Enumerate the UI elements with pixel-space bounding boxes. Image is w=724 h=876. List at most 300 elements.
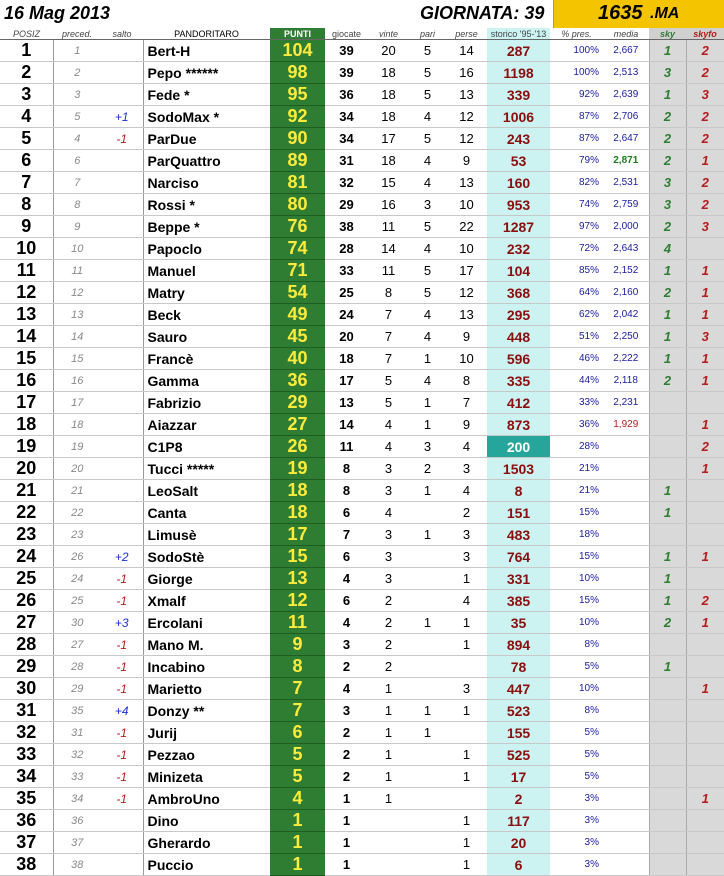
row-won: 17 bbox=[368, 128, 409, 150]
row-historic-score: 8 bbox=[487, 480, 550, 502]
row-position: 36 bbox=[0, 810, 53, 832]
table-row bbox=[0, 656, 724, 678]
row-jump: -1 bbox=[101, 128, 143, 150]
table-row bbox=[0, 282, 724, 304]
row-average bbox=[603, 744, 649, 766]
row-presence-percent: 10% bbox=[550, 612, 603, 634]
row-historic-score: 448 bbox=[487, 326, 550, 348]
row-drawn bbox=[409, 832, 446, 854]
row-average: 2,231 bbox=[603, 392, 649, 414]
row-player-name: ParDue bbox=[143, 128, 270, 150]
row-played: 36 bbox=[325, 84, 368, 106]
row-points: 49 bbox=[270, 304, 325, 326]
row-played: 17 bbox=[325, 370, 368, 392]
row-position: 29 bbox=[0, 656, 53, 678]
row-drawn: 5 bbox=[409, 282, 446, 304]
row-sky: 1 bbox=[649, 590, 686, 612]
row-played: 4 bbox=[325, 568, 368, 590]
row-previous-position: 4 bbox=[53, 128, 101, 150]
row-drawn: 4 bbox=[409, 370, 446, 392]
row-drawn: 5 bbox=[409, 128, 446, 150]
row-presence-percent: 36% bbox=[550, 414, 603, 436]
row-points: 13 bbox=[270, 568, 325, 590]
row-played: 34 bbox=[325, 128, 368, 150]
row-jump bbox=[101, 150, 143, 172]
row-player-name: AmbroUno bbox=[143, 788, 270, 810]
row-presence-percent: 97% bbox=[550, 216, 603, 238]
row-lost: 1 bbox=[446, 700, 487, 722]
row-average: 2,152 bbox=[603, 260, 649, 282]
standings-table bbox=[0, 28, 724, 876]
table-row bbox=[0, 194, 724, 216]
row-drawn bbox=[409, 590, 446, 612]
row-position: 19 bbox=[0, 436, 53, 458]
row-skyfo: 2 bbox=[686, 62, 724, 84]
row-previous-position: 37 bbox=[53, 832, 101, 854]
row-jump: -1 bbox=[101, 766, 143, 788]
row-player-name: Rossi * bbox=[143, 194, 270, 216]
table-row bbox=[0, 436, 724, 458]
table-row bbox=[0, 524, 724, 546]
row-points: 7 bbox=[270, 678, 325, 700]
row-historic-score: 232 bbox=[487, 238, 550, 260]
row-skyfo bbox=[686, 480, 724, 502]
row-played: 2 bbox=[325, 722, 368, 744]
row-jump: +4 bbox=[101, 700, 143, 722]
row-previous-position: 29 bbox=[53, 678, 101, 700]
row-player-name: Pezzao bbox=[143, 744, 270, 766]
row-player-name: Xmalf bbox=[143, 590, 270, 612]
row-drawn: 3 bbox=[409, 436, 446, 458]
row-average bbox=[603, 546, 649, 568]
row-drawn: 1 bbox=[409, 524, 446, 546]
row-position: 30 bbox=[0, 678, 53, 700]
row-points: 89 bbox=[270, 150, 325, 172]
row-points: 36 bbox=[270, 370, 325, 392]
row-lost: 1 bbox=[446, 832, 487, 854]
row-lost: 3 bbox=[446, 524, 487, 546]
row-won: 2 bbox=[368, 656, 409, 678]
row-lost: 12 bbox=[446, 282, 487, 304]
row-player-name: Aiazzar bbox=[143, 414, 270, 436]
row-average bbox=[603, 766, 649, 788]
row-historic-score: 117 bbox=[487, 810, 550, 832]
row-skyfo: 2 bbox=[686, 590, 724, 612]
row-historic-score: 368 bbox=[487, 282, 550, 304]
row-previous-position: 34 bbox=[53, 788, 101, 810]
row-jump bbox=[101, 524, 143, 546]
row-points: 76 bbox=[270, 216, 325, 238]
row-position: 6 bbox=[0, 150, 53, 172]
row-average: 1,929 bbox=[603, 414, 649, 436]
row-position: 26 bbox=[0, 590, 53, 612]
row-previous-position: 9 bbox=[53, 216, 101, 238]
row-won: 1 bbox=[368, 700, 409, 722]
row-previous-position: 1 bbox=[53, 40, 101, 62]
row-player-name: ParQuattro bbox=[143, 150, 270, 172]
row-skyfo: 1 bbox=[686, 788, 724, 810]
row-won: 1 bbox=[368, 766, 409, 788]
row-presence-percent: 3% bbox=[550, 854, 603, 876]
row-skyfo bbox=[686, 634, 724, 656]
row-average: 2,513 bbox=[603, 62, 649, 84]
row-position: 32 bbox=[0, 722, 53, 744]
row-skyfo bbox=[686, 502, 724, 524]
row-previous-position: 32 bbox=[53, 744, 101, 766]
row-jump: -1 bbox=[101, 744, 143, 766]
row-drawn: 4 bbox=[409, 326, 446, 348]
row-historic-score: 523 bbox=[487, 700, 550, 722]
row-lost: 10 bbox=[446, 348, 487, 370]
row-drawn: 1 bbox=[409, 392, 446, 414]
row-drawn: 5 bbox=[409, 40, 446, 62]
row-presence-percent: 10% bbox=[550, 678, 603, 700]
row-position: 22 bbox=[0, 502, 53, 524]
row-skyfo: 1 bbox=[686, 612, 724, 634]
row-skyfo: 2 bbox=[686, 40, 724, 62]
row-drawn: 1 bbox=[409, 414, 446, 436]
row-lost: 13 bbox=[446, 172, 487, 194]
row-drawn: 4 bbox=[409, 238, 446, 260]
row-sky: 1 bbox=[649, 40, 686, 62]
row-average: 2,639 bbox=[603, 84, 649, 106]
row-won: 18 bbox=[368, 84, 409, 106]
row-played: 1 bbox=[325, 832, 368, 854]
table-row bbox=[0, 62, 724, 84]
row-won: 2 bbox=[368, 634, 409, 656]
row-average: 2,643 bbox=[603, 238, 649, 260]
row-won: 4 bbox=[368, 414, 409, 436]
row-position: 11 bbox=[0, 260, 53, 282]
row-previous-position: 30 bbox=[53, 612, 101, 634]
row-presence-percent: 10% bbox=[550, 568, 603, 590]
row-played: 14 bbox=[325, 414, 368, 436]
row-skyfo bbox=[686, 744, 724, 766]
row-previous-position: 2 bbox=[53, 62, 101, 84]
row-position: 24 bbox=[0, 546, 53, 568]
row-average: 2,531 bbox=[603, 172, 649, 194]
row-previous-position: 27 bbox=[53, 634, 101, 656]
row-position: 13 bbox=[0, 304, 53, 326]
row-skyfo: 2 bbox=[686, 128, 724, 150]
row-previous-position: 12 bbox=[53, 282, 101, 304]
row-historic-score: 78 bbox=[487, 656, 550, 678]
row-position: 7 bbox=[0, 172, 53, 194]
row-jump: -1 bbox=[101, 788, 143, 810]
row-position: 2 bbox=[0, 62, 53, 84]
date-label: 16 Mag 2013 bbox=[4, 3, 111, 23]
row-jump bbox=[101, 854, 143, 876]
row-player-name: Pepo ****** bbox=[143, 62, 270, 84]
row-drawn: 1 bbox=[409, 612, 446, 634]
table-row bbox=[0, 348, 724, 370]
row-skyfo: 1 bbox=[686, 260, 724, 282]
row-sky: 1 bbox=[649, 656, 686, 678]
row-drawn bbox=[409, 502, 446, 524]
row-previous-position: 31 bbox=[53, 722, 101, 744]
row-sky bbox=[649, 414, 686, 436]
row-sky: 1 bbox=[649, 326, 686, 348]
row-player-name: Giorge bbox=[143, 568, 270, 590]
table-row bbox=[0, 546, 724, 568]
row-lost: 1 bbox=[446, 634, 487, 656]
row-points: 71 bbox=[270, 260, 325, 282]
row-lost: 12 bbox=[446, 106, 487, 128]
table-row bbox=[0, 700, 724, 722]
row-sky: 1 bbox=[649, 480, 686, 502]
row-historic-score: 873 bbox=[487, 414, 550, 436]
row-jump: -1 bbox=[101, 634, 143, 656]
row-previous-position: 22 bbox=[53, 502, 101, 524]
table-row bbox=[0, 172, 724, 194]
row-sky: 2 bbox=[649, 106, 686, 128]
row-won: 5 bbox=[368, 392, 409, 414]
row-sky: 1 bbox=[649, 84, 686, 106]
row-player-name: Gamma bbox=[143, 370, 270, 392]
row-points: 17 bbox=[270, 524, 325, 546]
col-header-punti: PUNTI bbox=[270, 28, 325, 40]
row-drawn bbox=[409, 546, 446, 568]
row-sky bbox=[649, 810, 686, 832]
row-points: 80 bbox=[270, 194, 325, 216]
row-jump bbox=[101, 62, 143, 84]
row-drawn bbox=[409, 854, 446, 876]
row-drawn: 4 bbox=[409, 172, 446, 194]
row-average bbox=[603, 458, 649, 480]
col-header-media: media bbox=[603, 28, 649, 40]
row-drawn: 5 bbox=[409, 84, 446, 106]
table-row bbox=[0, 568, 724, 590]
row-position: 35 bbox=[0, 788, 53, 810]
row-sky: 2 bbox=[649, 282, 686, 304]
row-sky: 3 bbox=[649, 62, 686, 84]
row-lost: 2 bbox=[446, 502, 487, 524]
row-played: 31 bbox=[325, 150, 368, 172]
row-sky bbox=[649, 392, 686, 414]
row-position: 10 bbox=[0, 238, 53, 260]
row-lost: 13 bbox=[446, 304, 487, 326]
row-won: 16 bbox=[368, 194, 409, 216]
row-historic-score: 2 bbox=[487, 788, 550, 810]
row-average: 2,000 bbox=[603, 216, 649, 238]
row-previous-position: 16 bbox=[53, 370, 101, 392]
row-drawn: 5 bbox=[409, 260, 446, 282]
row-sky: 3 bbox=[649, 172, 686, 194]
row-player-name: Gherardo bbox=[143, 832, 270, 854]
row-previous-position: 17 bbox=[53, 392, 101, 414]
row-played: 33 bbox=[325, 260, 368, 282]
table-row bbox=[0, 810, 724, 832]
row-sky bbox=[649, 766, 686, 788]
row-sky bbox=[649, 744, 686, 766]
row-position: 34 bbox=[0, 766, 53, 788]
row-previous-position: 15 bbox=[53, 348, 101, 370]
row-position: 14 bbox=[0, 326, 53, 348]
row-presence-percent: 5% bbox=[550, 722, 603, 744]
row-position: 18 bbox=[0, 414, 53, 436]
row-player-name: Minizeta bbox=[143, 766, 270, 788]
row-points: 90 bbox=[270, 128, 325, 150]
row-historic-score: 525 bbox=[487, 744, 550, 766]
row-historic-score: 35 bbox=[487, 612, 550, 634]
row-previous-position: 28 bbox=[53, 656, 101, 678]
row-skyfo bbox=[686, 238, 724, 260]
row-presence-percent: 79% bbox=[550, 150, 603, 172]
row-skyfo: 1 bbox=[686, 678, 724, 700]
row-sky: 1 bbox=[649, 304, 686, 326]
row-previous-position: 18 bbox=[53, 414, 101, 436]
row-drawn: 1 bbox=[409, 480, 446, 502]
row-position: 21 bbox=[0, 480, 53, 502]
row-presence-percent: 5% bbox=[550, 656, 603, 678]
row-average: 2,667 bbox=[603, 40, 649, 62]
row-player-name: Donzy ** bbox=[143, 700, 270, 722]
row-historic-score: 483 bbox=[487, 524, 550, 546]
row-sky: 1 bbox=[649, 568, 686, 590]
row-presence-percent: 64% bbox=[550, 282, 603, 304]
table-row bbox=[0, 128, 724, 150]
row-position: 27 bbox=[0, 612, 53, 634]
row-skyfo bbox=[686, 832, 724, 854]
row-presence-percent: 87% bbox=[550, 106, 603, 128]
row-position: 33 bbox=[0, 744, 53, 766]
row-average bbox=[603, 480, 649, 502]
row-presence-percent: 33% bbox=[550, 392, 603, 414]
row-player-name: Sauro bbox=[143, 326, 270, 348]
row-points: 1 bbox=[270, 832, 325, 854]
row-presence-percent: 100% bbox=[550, 62, 603, 84]
row-sky bbox=[649, 700, 686, 722]
row-skyfo: 3 bbox=[686, 326, 724, 348]
row-lost: 4 bbox=[446, 436, 487, 458]
row-position: 5 bbox=[0, 128, 53, 150]
row-jump bbox=[101, 832, 143, 854]
row-played: 1 bbox=[325, 810, 368, 832]
col-header-giocate: giocate bbox=[325, 28, 368, 40]
row-presence-percent: 3% bbox=[550, 810, 603, 832]
row-played: 8 bbox=[325, 458, 368, 480]
row-won: 1 bbox=[368, 678, 409, 700]
row-drawn: 4 bbox=[409, 304, 446, 326]
row-played: 1 bbox=[325, 788, 368, 810]
row-player-name: Beck bbox=[143, 304, 270, 326]
row-presence-percent: 92% bbox=[550, 84, 603, 106]
table-row bbox=[0, 84, 724, 106]
row-player-name: Mano M. bbox=[143, 634, 270, 656]
row-skyfo: 3 bbox=[686, 84, 724, 106]
row-previous-position: 21 bbox=[53, 480, 101, 502]
row-drawn bbox=[409, 810, 446, 832]
row-lost: 4 bbox=[446, 590, 487, 612]
row-previous-position: 10 bbox=[53, 238, 101, 260]
col-header-pres: % pres. bbox=[550, 28, 603, 40]
row-previous-position: 8 bbox=[53, 194, 101, 216]
row-jump bbox=[101, 480, 143, 502]
row-player-name: Jurij bbox=[143, 722, 270, 744]
row-previous-position: 26 bbox=[53, 546, 101, 568]
row-played: 11 bbox=[325, 436, 368, 458]
row-historic-score: 339 bbox=[487, 84, 550, 106]
row-player-name: Canta bbox=[143, 502, 270, 524]
col-header-skyfo: skyfo bbox=[686, 28, 724, 40]
row-lost: 16 bbox=[446, 62, 487, 84]
row-previous-position: 38 bbox=[53, 854, 101, 876]
row-sky: 2 bbox=[649, 370, 686, 392]
row-previous-position: 6 bbox=[53, 150, 101, 172]
row-position: 20 bbox=[0, 458, 53, 480]
row-lost: 1 bbox=[446, 744, 487, 766]
row-player-name: Ercolani bbox=[143, 612, 270, 634]
row-jump: -1 bbox=[101, 590, 143, 612]
ma-suffix: .MA bbox=[650, 5, 680, 22]
col-header-pari: pari bbox=[409, 28, 446, 40]
row-player-name: Francè bbox=[143, 348, 270, 370]
row-position: 25 bbox=[0, 568, 53, 590]
row-previous-position: 19 bbox=[53, 436, 101, 458]
row-points: 12 bbox=[270, 590, 325, 612]
row-won: 2 bbox=[368, 590, 409, 612]
row-jump bbox=[101, 84, 143, 106]
row-skyfo: 2 bbox=[686, 172, 724, 194]
row-jump bbox=[101, 326, 143, 348]
col-header-sky: sky bbox=[649, 28, 686, 40]
row-lost bbox=[446, 788, 487, 810]
row-won: 7 bbox=[368, 304, 409, 326]
row-sky: 1 bbox=[649, 260, 686, 282]
table-row bbox=[0, 612, 724, 634]
row-drawn bbox=[409, 678, 446, 700]
row-points: 19 bbox=[270, 458, 325, 480]
row-average bbox=[603, 436, 649, 458]
row-previous-position: 25 bbox=[53, 590, 101, 612]
row-average bbox=[603, 788, 649, 810]
row-won: 3 bbox=[368, 480, 409, 502]
row-points: 4 bbox=[270, 788, 325, 810]
row-sky bbox=[649, 634, 686, 656]
row-historic-score: 894 bbox=[487, 634, 550, 656]
row-previous-position: 23 bbox=[53, 524, 101, 546]
row-drawn: 5 bbox=[409, 216, 446, 238]
row-skyfo bbox=[686, 854, 724, 876]
row-sky bbox=[649, 678, 686, 700]
row-won bbox=[368, 854, 409, 876]
table-row bbox=[0, 326, 724, 348]
row-sky bbox=[649, 722, 686, 744]
row-skyfo bbox=[686, 722, 724, 744]
ma-badge bbox=[553, 0, 724, 28]
row-points: 98 bbox=[270, 62, 325, 84]
table-row bbox=[0, 260, 724, 282]
row-lost bbox=[446, 656, 487, 678]
row-points: 7 bbox=[270, 700, 325, 722]
row-played: 25 bbox=[325, 282, 368, 304]
row-drawn bbox=[409, 788, 446, 810]
row-player-name: Fede * bbox=[143, 84, 270, 106]
row-sky bbox=[649, 436, 686, 458]
row-average bbox=[603, 634, 649, 656]
row-historic-score: 104 bbox=[487, 260, 550, 282]
row-average: 2,706 bbox=[603, 106, 649, 128]
giornata-label: GIORNATA: 39 bbox=[420, 3, 545, 23]
table-row bbox=[0, 480, 724, 502]
row-played: 24 bbox=[325, 304, 368, 326]
row-previous-position: 11 bbox=[53, 260, 101, 282]
row-player-name: SodoStè bbox=[143, 546, 270, 568]
row-player-name: LeoSalt bbox=[143, 480, 270, 502]
table-row bbox=[0, 414, 724, 436]
row-jump bbox=[101, 216, 143, 238]
row-jump bbox=[101, 194, 143, 216]
